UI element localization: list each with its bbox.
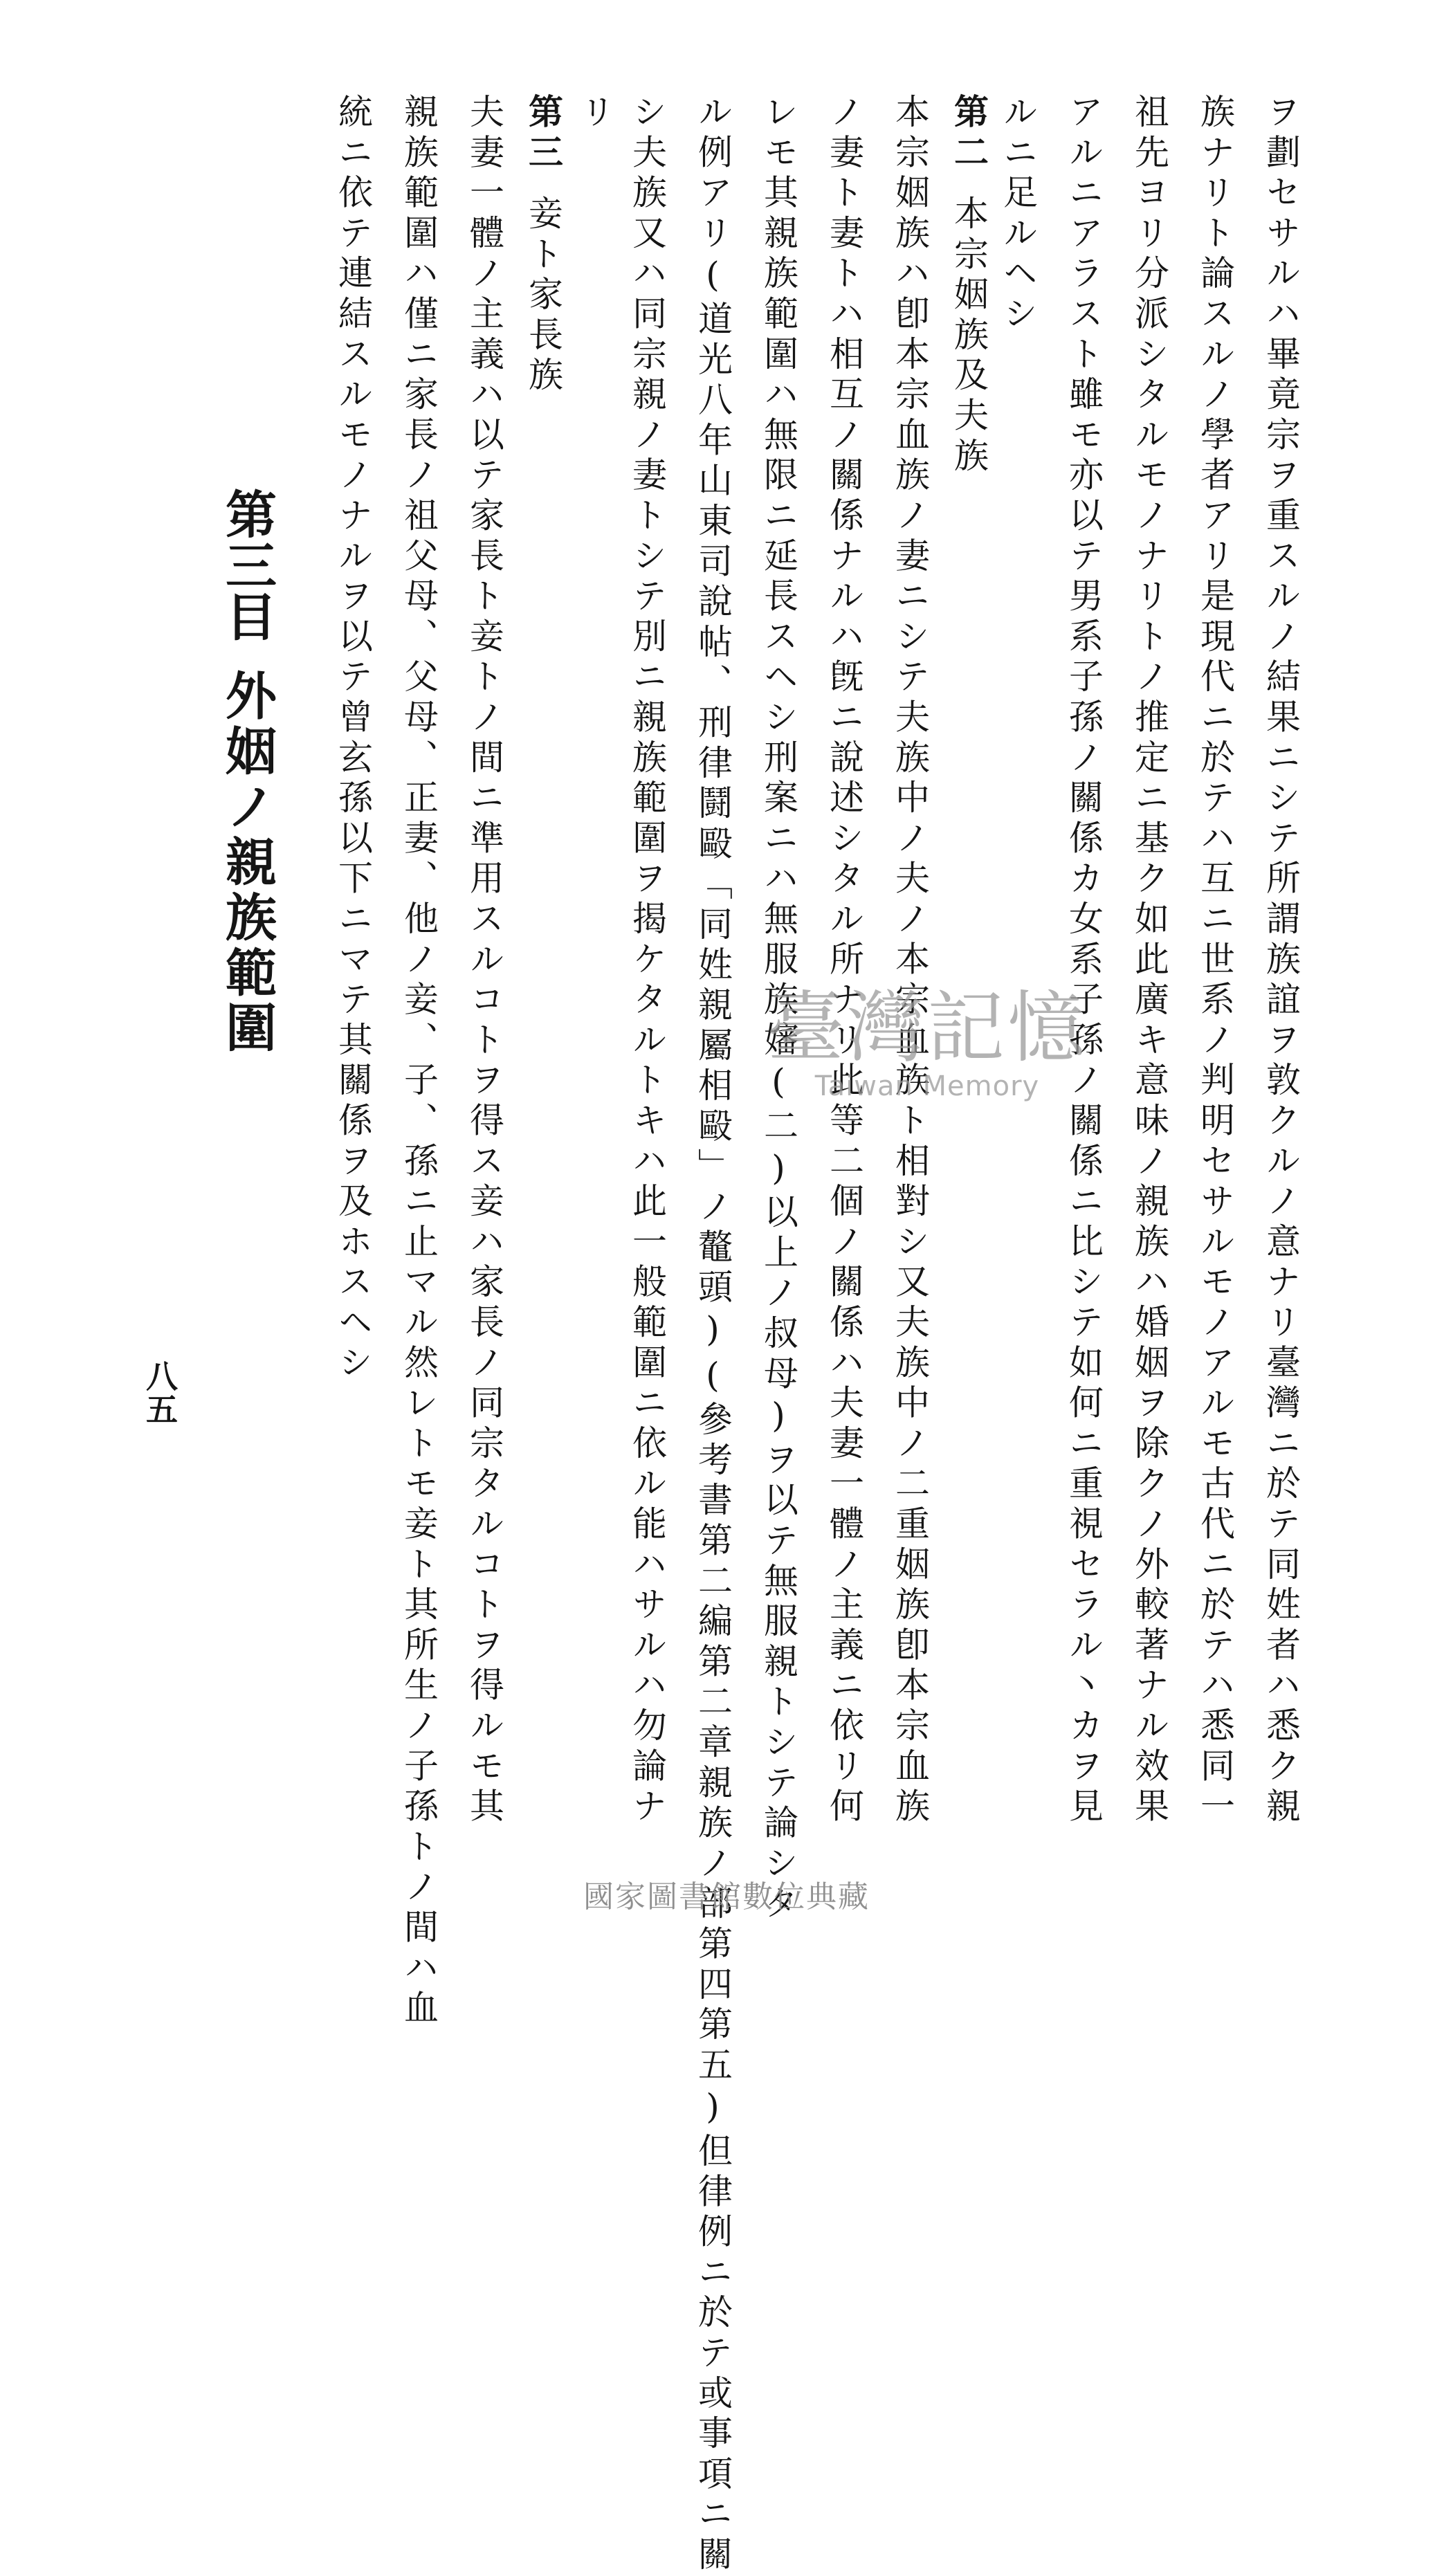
- section-heading-number: 第二: [949, 93, 989, 174]
- watermark-subtext: Taiwan Memory: [814, 1070, 1040, 1102]
- section-heading-number: 第三: [523, 93, 564, 174]
- chapter-number: 第三目: [217, 488, 277, 641]
- text-column: アルニアラスト雖モ亦以テ男系子孫ノ關係カ女系子孫ノ關係ニ比シテ如何ニ重視セラル丶カヲ見: [1063, 93, 1104, 1828]
- chapter-title: 外姻ノ親族範圍: [217, 669, 277, 1057]
- section-heading-second: [949, 93, 989, 477]
- watermark-text: 臺灣記憶: [767, 983, 1088, 1073]
- text-column: ヲ劃セサルハ畢竟宗ヲ重スルノ結果ニシテ所謂族誼ヲ敦クルノ意ナリ臺灣ニ於テ同姓者ハ悉ク親: [1261, 93, 1301, 1828]
- text-column: 親族範圍ハ僅ニ家長ノ祖父母、父母、正妻、他ノ妾、子、孫ニ止マル然レトモ妾ト其所生ノ子孫トノ間ハ血: [399, 93, 439, 2030]
- text-column: ノ妻ト妻トハ相互ノ關係ナルハ旣ニ說述シタル所ナリ此等二個ノ關係ハ夫妻一體ノ主義ニ依リ何: [824, 93, 864, 1828]
- text-column: 夫妻一體ノ主義ハ以テ家長ト妾トノ間ニ準用スルコトヲ得ス妾ハ家長ノ同宗タルコトヲ得ルモ其: [464, 93, 504, 1828]
- page-number: 八五: [141, 1360, 179, 1426]
- text-column: シ夫族又ハ同宗親ノ妻トシテ別ニ親族範圍ヲ揭ケタルトキハ此一般範圍ニ依ル能ハサルハ勿論ナ: [627, 93, 667, 1828]
- section-heading-third: [523, 93, 564, 397]
- text-column: 統ニ依テ連結スルモノナルヲ以テ曾玄孫以下ニマテ其關係ヲ及ホスヘシ: [333, 93, 373, 1385]
- chapter-heading: [217, 488, 277, 1057]
- text-column: 族ナリト論スルノ學者アリ是現代ニ於テハ互ニ世系ノ判明セサルモノアルモ古代ニ於テハ悉同一: [1195, 93, 1235, 1828]
- text-column: 祖先ヨリ分派シタルモノナリトノ推定ニ基ク如此廣キ意味ノ親族ハ婚姻ヲ除クノ外較著ナル效果: [1129, 93, 1169, 1828]
- section-heading-title: 妾ト家長族: [523, 194, 563, 397]
- text-column: リ: [575, 93, 615, 134]
- text-column: ルニ足ルヘシ: [998, 93, 1038, 336]
- text-column: レモ其親族範圍ハ無限ニ延長スヘシ刑案ニハ無服族嬸(二)以上ノ叔母)ヲ以テ無服親トシテ論シタ: [758, 93, 798, 1926]
- footer-attribution: 國家圖書館數位典藏: [583, 1879, 870, 1915]
- text-column: ル例アリ(道光八年山東司說帖、刑律鬪毆「同姓親屬相毆」ノ鼇頭)(參考書第二編第二章親族ノ部第四第五)但律例ニ於テ或事項ニ關: [693, 93, 733, 2576]
- section-heading-title: 本宗姻族及夫族: [949, 194, 989, 477]
- text-column: 本宗姻族ハ卽本宗血族ノ妻ニシテ夫族中ノ夫ノ本宗血族ト相對シ又夫族中ノ二重姻族卽本宗血族: [890, 93, 930, 1828]
